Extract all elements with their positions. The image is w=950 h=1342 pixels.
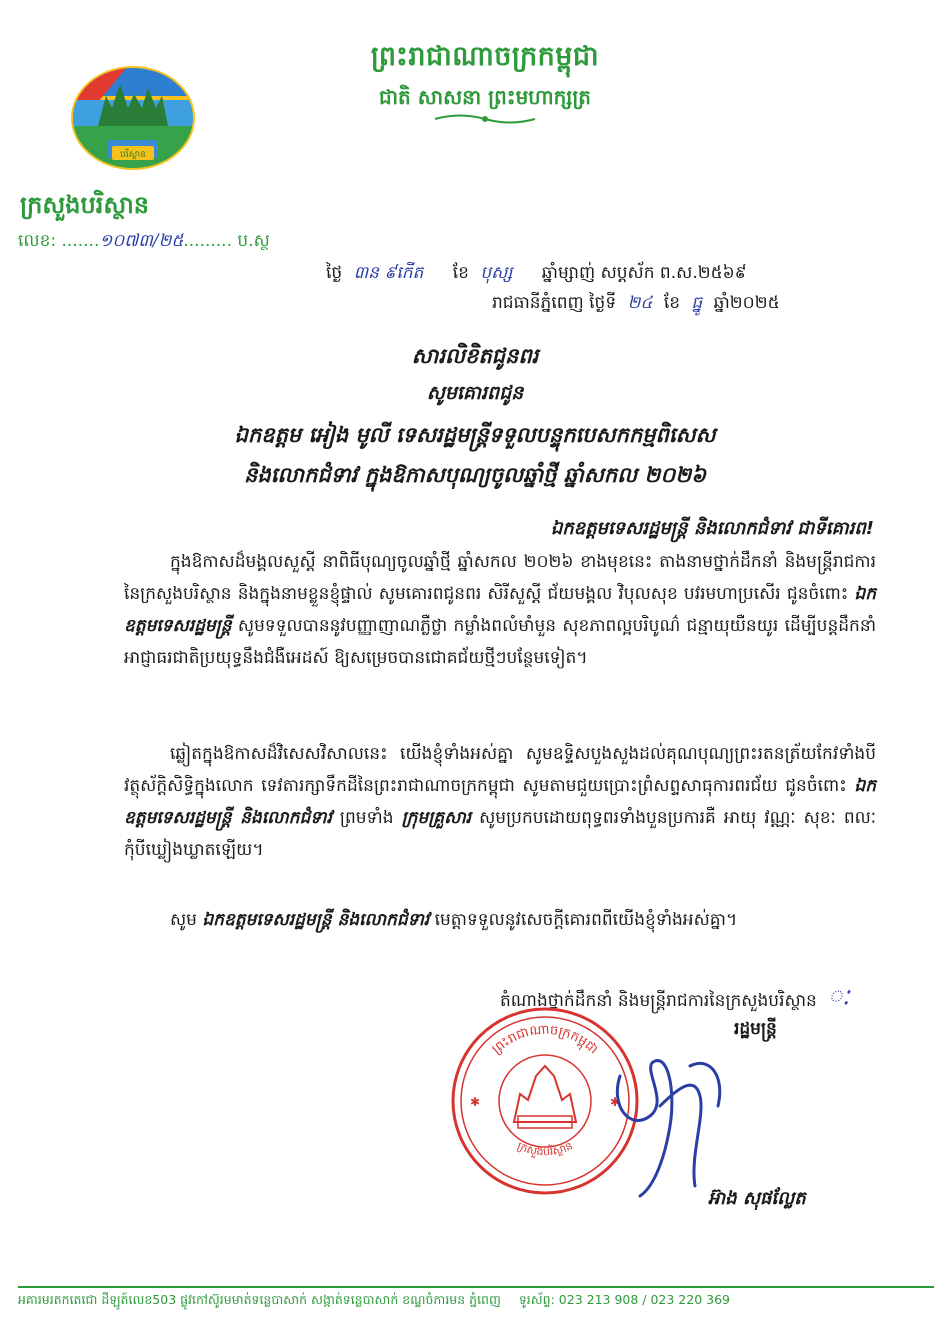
paragraph-1: ក្នុងឱកាសដ៏មង្គលសួស្តី នាពិធីបុណ្យចូលឆ្នាំថ្មី ឆ្នាំសកល ២០២៦ ខាងមុខនេះ តាងនាមថ្នាក់ដឹកនាំ និងមន្ត្រីរាជការនៃក្រសួងបរិស្ថាន និងក្នុងនាមខ្លួនខ្ញុំផ្ទាល់ សូមគោរពជូនពរ សិរីសួស្តី ជ័យមង្គល វិបុលសុខ បវរមហាប្រសើរ ជូនចំពោះ ឯកឧត្តមទេសរដ្ឋមន្ត្រី សូមទទួលបាននូវបញ្ញាញាណភ្លឺថ្លា កម្លាំងពលំមាំមួន សុខភាពល្អបរិបូណ៌ ជន្មាយុយឺនយូរ ដើម្បីបន្តដឹកនាំអាជ្ញាធរជាតិប្រយុទ្ធនឹងជំងឺអេដស៍ ឱ្យសម្រេចបានជោគជ័យថ្មីៗបន្ថែមទៀត។ — [124, 552, 877, 668]
handwritten-initial: ៈ — [828, 983, 850, 1011]
footer-address: អគារមរតកតេជោ ដីឡូត៍លេខ503 ផ្លូវកៅស៊ូរមមាត់ទន្លេបាសាក់ សង្កាត់ទន្លេបាសាក់ ខណ្ឌចំការមន ភ្នំពេញ — [18, 1292, 501, 1307]
reference-number: លេខ: .......១០៧៣/២៥......... ប.ស្ថ — [18, 231, 270, 251]
paragraph-2: ឆ្លៀតក្នុងឱកាសដ៏វិសេសវិសាលនេះ យើងខ្ញុំទាំងអស់គ្នា សូមឧទ្ទិសបួងសួងដល់គុណបុណ្យព្រះរតនត្រ័យកែវទាំងបី វត្ថុស័ក្តិសិទ្ធិក្នុងលោក ទេវតារក្សាទឹកដីនៃព្រះរាជាណាចក្រកម្ពុជា សូមតាមជួយប្រោះព្រំសព្ទសាធុការពរជ័យ ជូនចំពោះ ឯកឧត្តមទេសរដ្ឋមន្ត្រី និងលោកជំទាវ ព្រមទាំង ក្រុមគ្រួសារ សូមប្រកបដោយពុទ្ធពរទាំងបួនប្រការគឺ អាយុ វណ្ណៈ សុខៈ ពលៈ កុំបីឃ្លៀងឃ្លាតឡើយ។ — [124, 744, 877, 860]
svg-text:✱: ✱ — [470, 1095, 481, 1109]
kingdom-title: ព្រះរាជាណាចក្រកម្ពុជា — [370, 41, 600, 72]
footer-contact — [18, 1292, 934, 1311]
lunar-month-label: ខែ — [452, 263, 469, 283]
subject-line-2: និងលោកជំទាវ ក្នុងឱកាសបុណ្យចូលឆ្នាំថ្មី ឆ្នាំសកល ២០២៦ — [244, 463, 706, 487]
ministry-name: ក្រសួងបរិស្ថាន — [20, 191, 150, 219]
p2-family: ក្រុមគ្រួសារ — [401, 808, 472, 828]
lunar-year: ឆ្នាំម្សាញ់ សប្តស័ក ព.ស.២៥៦៩ — [541, 263, 747, 283]
paragraph-3: សូម ឯកឧត្តមទេសរដ្ឋមន្ត្រី និងលោកជំទាវ មេត្តាទទួលនូវសេចក្តីគោរពពីយើងខ្ញុំទាំងអស់គ្នា។ — [170, 910, 738, 930]
document-type: សារលិខិតជូនពរ — [411, 344, 539, 368]
svg-text:✱: ✱ — [610, 1095, 621, 1109]
solar-day-value: ២៤ — [627, 293, 653, 313]
lunar-day-value: ៣ន ៩កើត — [353, 263, 424, 283]
seal-top-text: ព្រះរាជាណាចក្រកម្ពុជា — [489, 1022, 601, 1058]
salutation: ឯកឧត្តមទេសរដ្ឋមន្ត្រី និងលោកជំទាវ ជាទីគោរព! — [550, 518, 874, 539]
solar-month-value: ធ្នូ — [691, 293, 703, 313]
signature-on-behalf: តំណាងថ្នាក់ដឹកនាំ និងមន្ត្រីរាជការនៃក្រសួងបរិស្ថាន — [500, 991, 817, 1011]
ref-suffix: ប.ស្ថ — [237, 231, 270, 251]
ministry-logo — [68, 66, 198, 184]
motto-ornament — [430, 112, 540, 126]
ref-year-handwritten: /២៥ — [152, 231, 184, 251]
solar-year: ឆ្នាំ២០២៥ — [713, 293, 780, 313]
signatory-name: អ៊ាង សុផល្លែត — [708, 1188, 806, 1209]
lunar-month-value: បុស្ស — [480, 263, 513, 283]
solar-city-day-label: រាជធានីភ្នំពេញ ថ្ងៃទី — [492, 293, 617, 313]
solar-date — [492, 292, 780, 317]
footer-phone-label: ទូរស័ព្ទ: — [518, 1292, 555, 1307]
ref-prefix: លេខ: — [18, 231, 57, 251]
seal-bottom-text: ក្រសួងបរិស្ថាន — [515, 1139, 575, 1159]
respect-line: សូមគោរពជូន — [426, 382, 524, 404]
national-motto: ជាតិ សាសនា ព្រះមហាក្សត្រ — [379, 85, 591, 109]
solar-month-label: ខែ — [663, 293, 681, 313]
ref-number-handwritten: ១០៧៣ — [99, 231, 153, 251]
logo-caption: បរិស្ថាន — [120, 150, 146, 160]
lunar-day-label: ថ្ងៃ — [326, 263, 343, 283]
handwritten-signature — [600, 1036, 740, 1201]
p1-addressee: ឯកឧត្តមទេសរដ្ឋមន្ត្រី — [124, 584, 877, 636]
footer-divider — [18, 1286, 934, 1288]
p2-addressee: ឯកឧត្តមទេសរដ្ឋមន្ត្រី និងលោកជំទាវ — [124, 776, 877, 828]
p3-addressee: ឯកឧត្តមទេសរដ្ឋមន្ត្រី និងលោកជំទាវ — [202, 910, 430, 930]
lunar-date — [326, 262, 747, 287]
subject-line-1: ឯកឧត្តម អៀង មូលី ទេសរដ្ឋមន្ត្រីទទួលបន្ទុកបេសកកម្មពិសេស — [234, 423, 716, 447]
svg-text:ក្រសួងបរិស្ថាន — [515, 1139, 574, 1159]
footer-phone: 023 213 908 / 023 220 369 — [558, 1292, 731, 1307]
svg-text:ព្រះរាជាណាចក្រកម្ពុជា — [489, 1022, 600, 1057]
signatory-role: រដ្ឋមន្ត្រី — [734, 1019, 777, 1039]
